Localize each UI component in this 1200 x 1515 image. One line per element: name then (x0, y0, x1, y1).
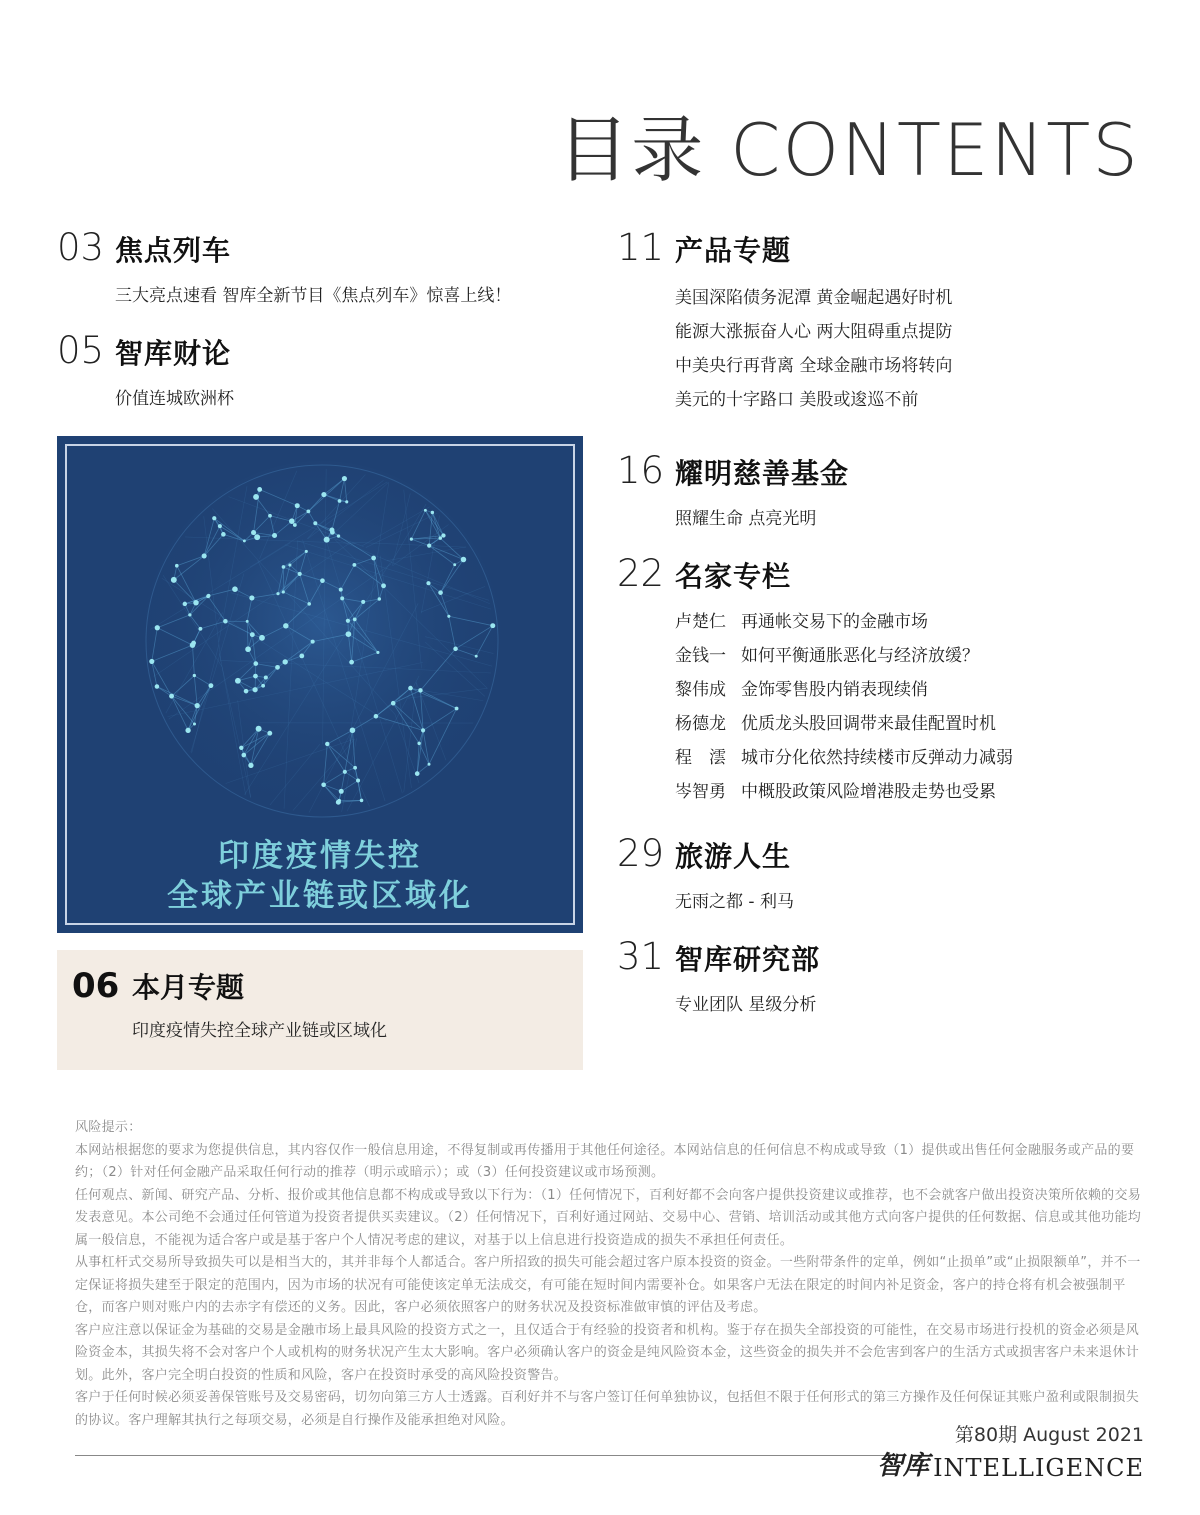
monthly-subtitle[interactable]: 印度疫情失控全球产业链或区域化 (132, 1021, 387, 1041)
disclaimer-paragraph: 本网站根据您的要求为您提供信息，其内容仅作一般信息用途，不得复制或再传播用于其他任何途径。本网站信息的任何信息不构成或导致（1）提供或出售任何金融服务或产品的要约；（2）针对任何金融产品采取任何行动的推荐（明示或暗示）；或（3）任何投资建议或市场预测。 (75, 1142, 1135, 1180)
monthly-number: 06 (72, 966, 120, 1006)
network-node (410, 538, 413, 541)
section-number: 11 (617, 226, 665, 269)
toc-item[interactable]: 照耀生命 点亮光明 (675, 509, 817, 529)
disclaimer-paragraph: 客户应注意以保证金为基础的交易是金融市场上最具风险的投资方式之一，且仅适合于有经验的投资者和机构。鉴于存在损失全部投资的可能性，在交易市场进行投机的资金必须是风险资金本，其损失将不会对客户个人或机构的财务状况产生太大影响。客户必须确认客户的资金是纯风险资本金，这些资金的损失并不会危害到客户的生活方式或损害客户未来退休计划。此外，客户完全明白投资的性质和风险，客户在投资时承受的高风险投资警告。 (75, 1322, 1140, 1383)
network-node (202, 553, 207, 558)
column-item[interactable] (675, 775, 1013, 809)
network-node (245, 646, 251, 652)
network-node (221, 532, 226, 537)
feature-frame (65, 444, 575, 925)
section-number: 05 (57, 329, 105, 372)
toc-item[interactable]: 三大亮点速看 智库全新节目《焦点列车》惊喜上线！ (115, 286, 512, 306)
network-node (261, 684, 265, 688)
network-node (438, 590, 443, 595)
network-node (343, 770, 347, 774)
column-title: 金饰零售股内销表现续俏 (741, 680, 928, 700)
network-node (361, 600, 365, 604)
network-node (252, 687, 257, 692)
network-node (329, 528, 334, 533)
network-node (209, 683, 214, 688)
network-node (339, 588, 343, 592)
network-node (378, 597, 381, 600)
network-node (264, 675, 268, 679)
feature-line-1: 印度疫情失控 (218, 838, 422, 874)
network-node (282, 565, 286, 569)
network-node (259, 635, 265, 641)
network-node (169, 694, 174, 699)
network-node (305, 550, 308, 553)
network-node (155, 684, 160, 689)
column-item[interactable] (675, 741, 1013, 775)
network-node (453, 647, 458, 652)
monthly-topic[interactable] (57, 950, 583, 1070)
network-node (193, 600, 198, 605)
toc-section-11[interactable] (617, 226, 952, 417)
network-node (257, 487, 262, 492)
toc-section-05[interactable] (57, 329, 234, 416)
column-author: 岑智勇 (675, 782, 726, 802)
network-node (244, 689, 249, 694)
network-node (374, 714, 379, 719)
network-node (283, 623, 288, 628)
disclaimer-heading: 风险提示： (75, 1120, 142, 1135)
network-node (346, 619, 350, 623)
network-node (193, 674, 196, 677)
logo-chinese: 智库 (877, 1451, 930, 1481)
network-node (248, 763, 253, 768)
network-node (415, 771, 420, 776)
network-node (427, 544, 431, 548)
feature-image[interactable] (57, 436, 583, 933)
network-node (267, 731, 272, 736)
network-node (376, 651, 379, 654)
network-node (298, 572, 302, 576)
toc-item[interactable]: 美元的十字路口 美股或逡巡不前 (675, 390, 919, 410)
network-node (353, 766, 357, 770)
network-node (275, 665, 280, 670)
section-number: 29 (617, 832, 665, 875)
network-node (324, 537, 330, 543)
toc-item[interactable]: 中美央行再背离 全球金融市场将转向 (675, 356, 953, 376)
network-node (490, 623, 495, 628)
network-node (475, 655, 478, 658)
network-node (325, 742, 329, 746)
column-author: 黎伟成 (675, 680, 726, 700)
section-title: 焦点列车 (115, 234, 232, 267)
network-node (426, 581, 430, 585)
network-node (276, 592, 279, 595)
network-node (239, 746, 243, 750)
network-node (299, 653, 304, 658)
toc-section-22[interactable] (617, 552, 1013, 809)
network-node (183, 602, 187, 606)
network-node (339, 789, 344, 794)
network-node (175, 564, 179, 568)
column-title: 再通帐交易下的金融市场 (741, 612, 928, 632)
network-node (453, 563, 456, 566)
footer-divider (75, 1455, 900, 1456)
toc-section-16[interactable] (617, 449, 849, 536)
feature-line-2: 全球产业链或区域化 (167, 878, 473, 914)
network-node (311, 640, 315, 644)
network-node (253, 494, 259, 500)
column-title: 城市分化依然持续楼市反弹动力减弱 (741, 748, 1013, 768)
network-node (340, 596, 344, 600)
logo-english: INTELLIGENCE (933, 1454, 1144, 1482)
column-title: 中概股政策风险增港股走势也受累 (741, 782, 996, 802)
network-node (253, 674, 258, 679)
section-number: 22 (617, 552, 665, 595)
section-title: 智库财论 (115, 337, 232, 370)
network-node (232, 586, 238, 592)
section-title: 耀明慈善基金 (675, 457, 850, 490)
network-node (356, 779, 360, 783)
network-node (195, 703, 200, 708)
network-node (337, 534, 340, 537)
network-node (235, 678, 241, 684)
network-node (391, 701, 396, 706)
column-item[interactable] (675, 605, 1013, 639)
section-title: 智库研究部 (675, 943, 821, 976)
network-node (313, 521, 317, 525)
network-node (207, 594, 211, 598)
column-author: 卢楚仁 (675, 612, 726, 632)
section-number: 16 (617, 449, 665, 492)
network-node (249, 595, 254, 600)
network-node (342, 476, 347, 481)
network-node (421, 728, 425, 732)
network-node (321, 492, 326, 497)
network-node (289, 518, 295, 524)
toc-item[interactable]: 能源大涨振奋人心 两大阻碍重点提防 (675, 322, 953, 342)
section-title: 产品专题 (675, 234, 792, 267)
section-title: 名家专栏 (675, 560, 792, 593)
network-node (408, 686, 413, 691)
network-node (250, 632, 255, 637)
network-node (349, 660, 354, 665)
network-node (193, 722, 196, 725)
network-node (272, 533, 277, 538)
network-node (149, 659, 154, 664)
column-author: 程 澐 (675, 748, 726, 768)
network-node (246, 620, 249, 623)
network-node (346, 631, 352, 637)
network-node (447, 615, 450, 618)
network-node (320, 578, 325, 583)
network-node (352, 563, 356, 567)
column-item[interactable] (675, 707, 1013, 741)
section-number: 31 (617, 935, 665, 978)
network-node (353, 617, 357, 621)
network-node (223, 619, 228, 624)
disclaimer-paragraph: 从事杠杆式交易所导致损失可以是相当大的，其并非每个人都适合。客户所招致的损失可能会超过客户原本投资的资金。一些附带条件的定单，例如“止损单”或“止损限额单”，并不一定保证将损失建至于限定的范围内，因为市场的状况有可能使该定单无法成交，有可能在短时间内需要补仓。如果客户无法在限定的时间内补足资金，客户的持仓将有机会被强制平仓，而客户则对账户内的去赤字有偿还的义务。因此，客户必须依照客户的财务状况及投资标准做审慎的评估及考虑。 (75, 1255, 1141, 1315)
network-node (321, 782, 326, 787)
network-node (455, 707, 459, 711)
network-node (293, 523, 297, 527)
network-node (338, 499, 342, 503)
network-node (288, 563, 291, 566)
network-node (268, 514, 272, 518)
network-node (417, 742, 420, 745)
column-author: 金钱一 (675, 646, 726, 666)
toc-section-03[interactable] (57, 226, 511, 313)
network-node (198, 627, 202, 631)
risk-disclaimer (75, 1117, 1143, 1432)
network-node (253, 661, 258, 666)
issue-label: 第80期 August 2021 (954, 1424, 1144, 1446)
network-node (381, 583, 386, 588)
column-title: 优质龙头股回调带来最佳配置时机 (741, 714, 996, 734)
network-node (336, 800, 341, 805)
network-node (371, 556, 376, 561)
network-node (185, 728, 190, 733)
disclaimer-paragraph: 任何观点、新闻、研究产品、分析、报价或其他信息都不构成或导致以下行为：（1）任何情况下，百利好都不会向客户提供投资建议或推荐，也不会就客户做出投资决策所依赖的交易发表意见。本公司绝不会通过任何管道为投资者提供买卖建议。（2）任何情况下，百利好通过网站、交易中心、营销、培训活动或其他方式向客户提供的任何数据、信息或其他功能均属一般信息，不能视为适合客户或是基于客户个人情况考虑的建议，对基于以上信息进行投资造成的损失不承担任何责任。 (75, 1187, 1142, 1248)
network-node (218, 524, 222, 528)
network-node (428, 763, 431, 766)
network-node (345, 500, 348, 503)
magazine-logo (877, 1445, 1144, 1482)
toc-item[interactable]: 美国深陷债务泥潭 黄金崛起遇好时机 (675, 288, 953, 308)
network-node (307, 602, 311, 606)
network-node (439, 536, 443, 540)
toc-item[interactable]: 专业团队 星级分析 (675, 995, 817, 1015)
network-node (461, 557, 467, 563)
network-node (171, 577, 177, 583)
network-node (212, 516, 216, 520)
page-title: 目录 CONTENTS (557, 108, 1140, 192)
column-title: 如何平衡通胀恶化与经济放缓？ (741, 646, 979, 666)
network-node (306, 509, 310, 513)
column-author: 杨德龙 (675, 714, 726, 734)
network-node (251, 530, 256, 535)
toc-item[interactable]: 无雨之都 - 利马 (675, 892, 794, 912)
network-node (256, 726, 262, 732)
column-item[interactable] (675, 639, 1013, 673)
toc-section-31[interactable] (617, 935, 820, 1022)
feature-caption (67, 836, 573, 916)
toc-item[interactable]: 价值连城欧洲杯 (115, 389, 234, 409)
network-node (441, 533, 445, 537)
network-node (190, 642, 196, 648)
section-title: 旅游人生 (675, 840, 792, 873)
column-item[interactable] (675, 673, 1013, 707)
network-node (155, 625, 160, 630)
network-node (242, 753, 247, 758)
disclaimer-paragraph: 客户于任何时候必须妥善保管账号及交易密码，切勿向第三方人士透露。百利好并不与客户签订任何单独协议，包括但不限于任何形式的第三方操作及任何保证其账户盈利或限制损失的协议。客户理解其执行之每项交易，必须是自行操作及能承担绝对风险。 (75, 1390, 1140, 1428)
network-node (350, 727, 356, 733)
network-node (188, 613, 191, 616)
network-node (282, 659, 287, 664)
network-node (243, 539, 246, 542)
network-node (431, 511, 434, 514)
network-node (282, 590, 285, 593)
network-node (418, 688, 422, 692)
network-node (254, 534, 260, 540)
toc-section-29[interactable] (617, 832, 794, 919)
network-node (424, 509, 427, 512)
network-node (360, 799, 364, 803)
network-node (295, 503, 300, 508)
section-number: 03 (57, 226, 105, 269)
monthly-title: 本月专题 (132, 971, 245, 1004)
